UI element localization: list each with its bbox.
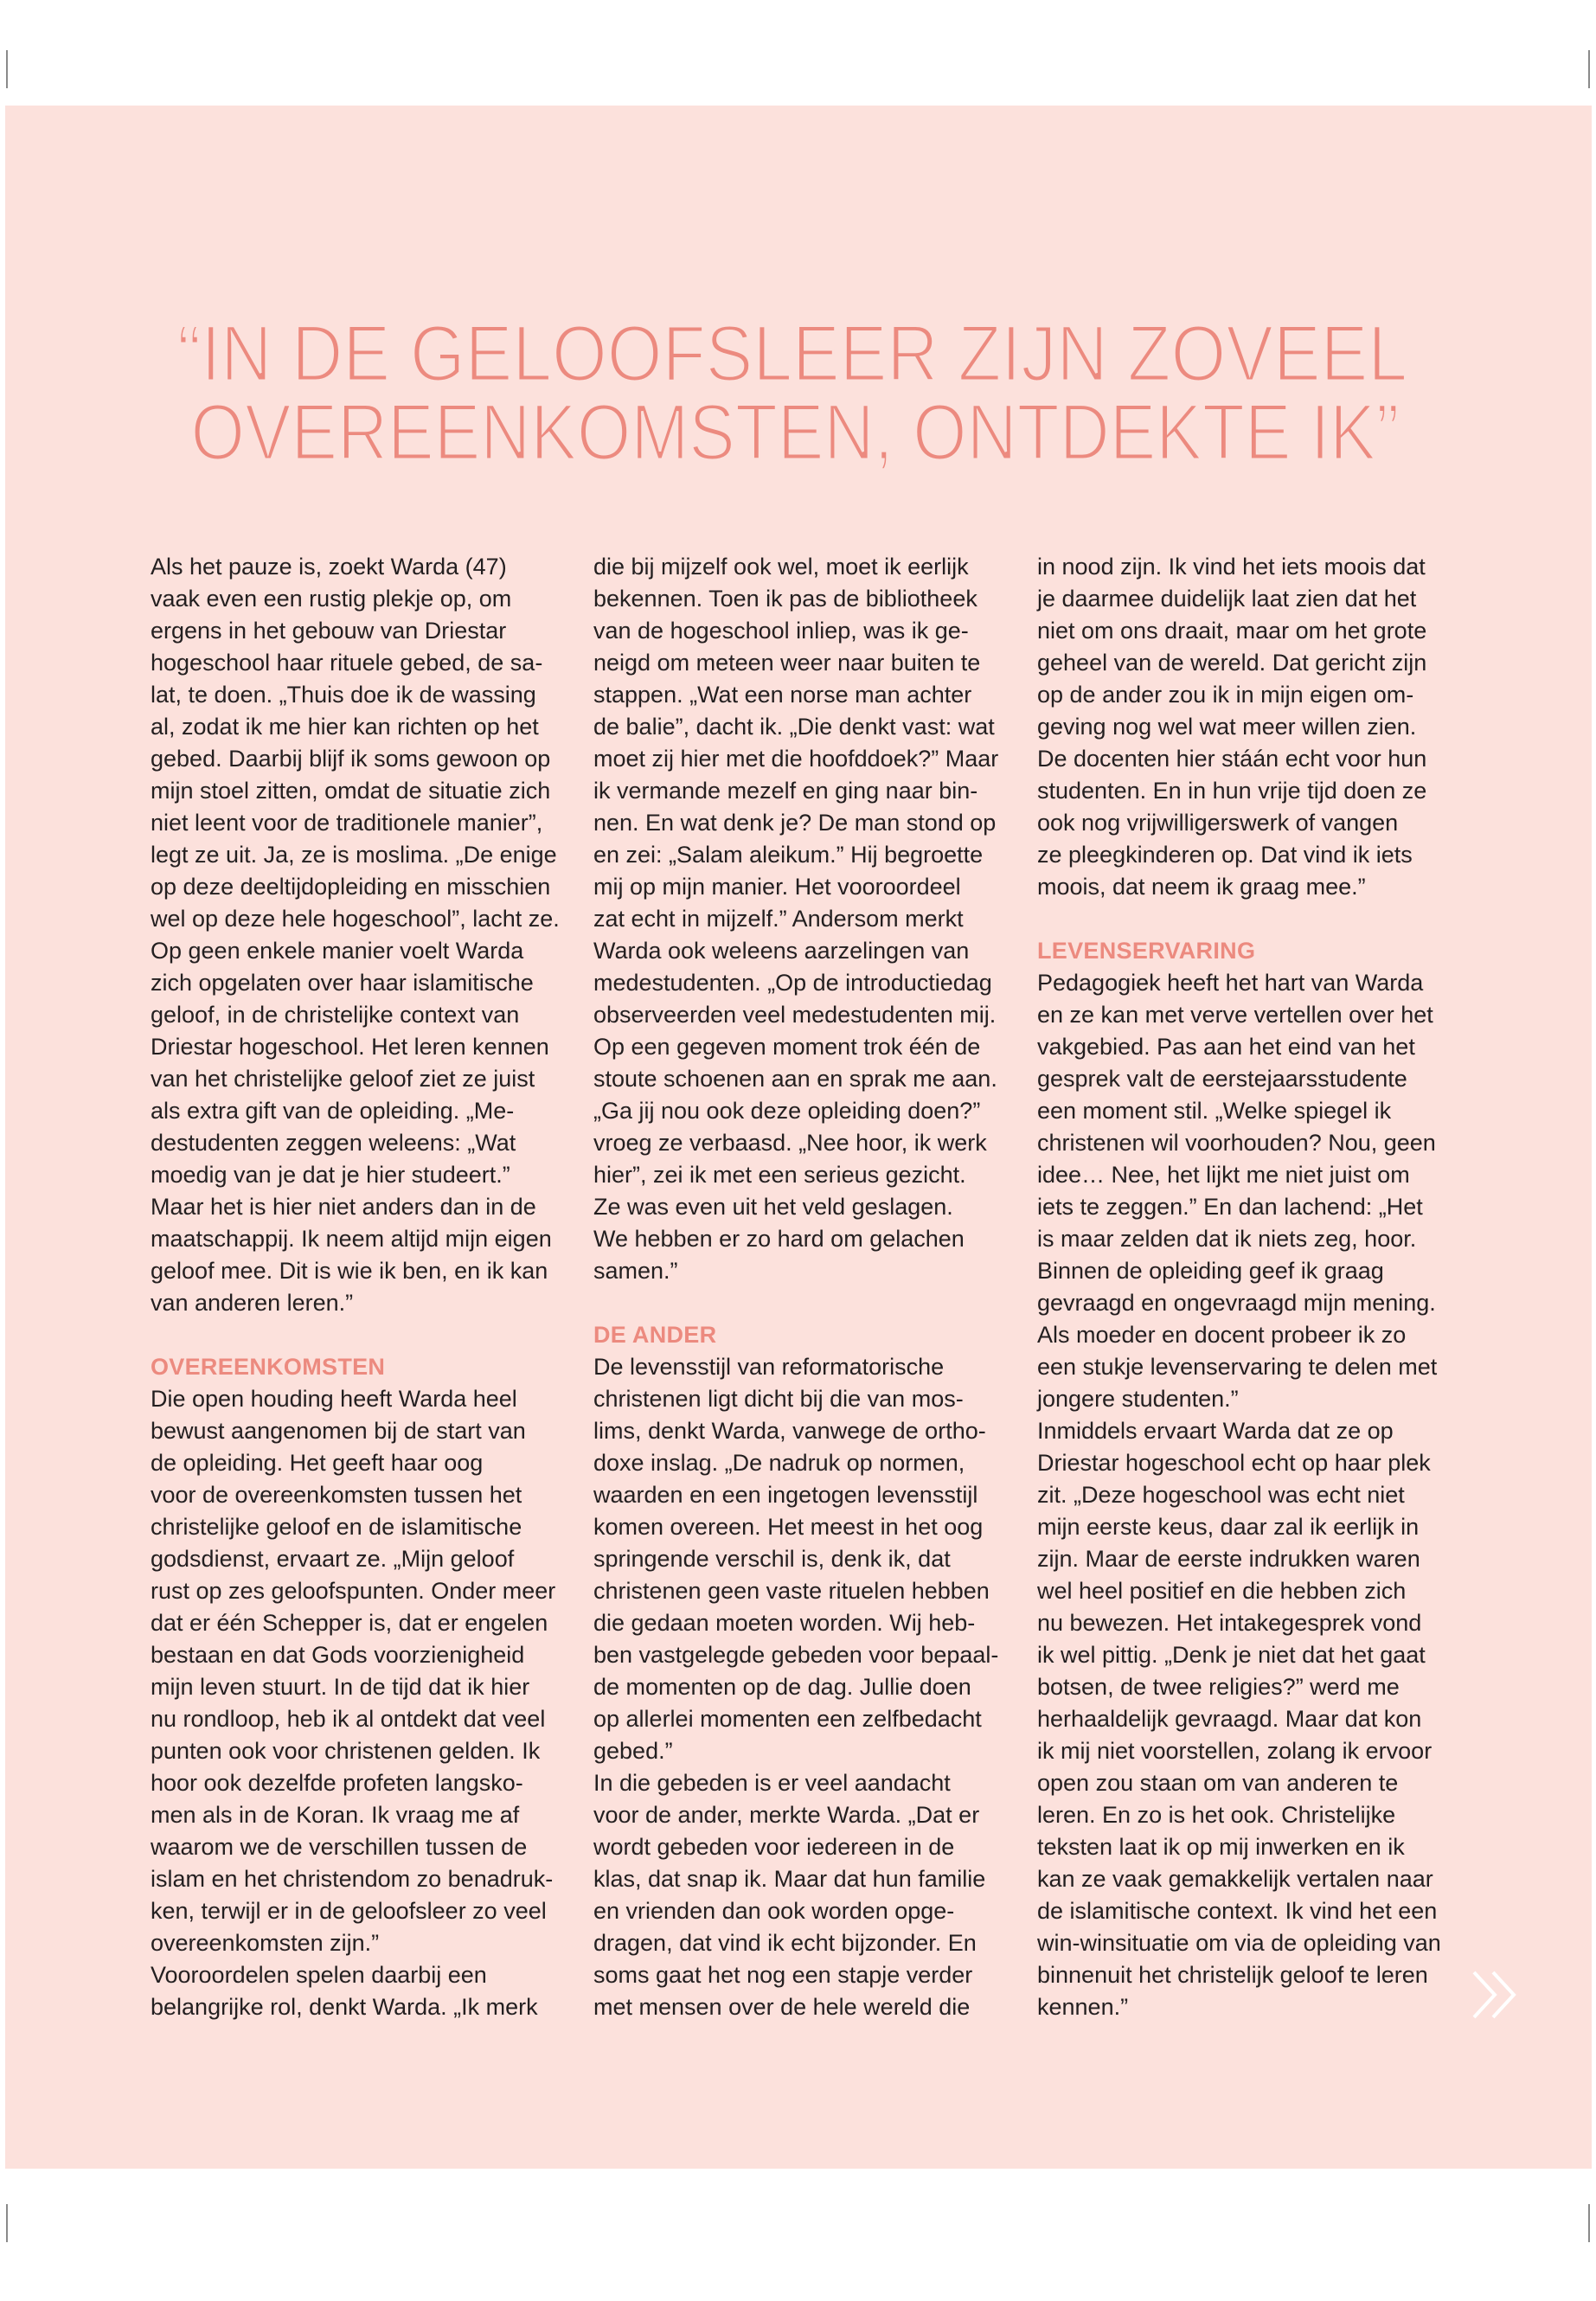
text-line: herhaaldelijk gevraagd. Maar dat kon (1037, 1706, 1422, 1732)
text-line: belangrijke rol, denkt Warda. „Ik merk (151, 1994, 538, 2020)
text-line: komen overeen. Het meest in het oog (593, 1514, 984, 1540)
text-line: de balie”, dacht ik. „Die denkt vast: wat (593, 714, 995, 740)
text-line: Vooroordelen spelen daarbij een (151, 1962, 487, 1988)
text-line: legt ze uit. Ja, ze is moslima. „De enige (151, 842, 557, 868)
text-line: kan ze vaak gemakkelijk vertalen naar (1037, 1866, 1433, 1892)
paragraph (151, 551, 574, 1319)
text-line: iets te zeggen.” En dan lachend: „Het (1037, 1194, 1423, 1220)
text-line: leren. En zo is het ook. Christelijke (1037, 1802, 1396, 1828)
text-line: de opleiding. Het geeft haar oog (151, 1450, 484, 1476)
headline-line-1: “IN DE GELOOFSLEER ZIJN ZOVEEL (177, 310, 1407, 398)
text-line: Pedagogiek heeft het hart van Warda (1037, 970, 1424, 996)
text-line: voor de ander, merkte Warda. „Dat er (593, 1802, 980, 1828)
text-line: lat, te doen. „Thuis doe ik de wassing (151, 682, 536, 708)
text-line: mijn leven stuurt. In de tijd dat ik hier (151, 1674, 530, 1700)
text-line: in nood zijn. Ik vind het iets moois dat (1037, 554, 1426, 580)
text-column (151, 551, 574, 2023)
paragraph (593, 551, 1017, 1287)
text-line: hier”, zei ik met een serieus gezicht. (593, 1162, 966, 1188)
text-line: op allerlei momenten een zelfbedacht (593, 1706, 982, 1732)
text-line: christelijke geloof en de islamitische (151, 1514, 522, 1540)
text-line: Driestar hogeschool echt op haar plek (1037, 1450, 1431, 1476)
text-line: mijn stoel zitten, omdat de situatie zich (151, 778, 551, 804)
text-line: gesprek valt de eerstejaarsstudente (1037, 1066, 1407, 1092)
text-line: punten ook voor christenen gelden. Ik (151, 1738, 541, 1764)
crop-mark-bottom-left (6, 2204, 8, 2242)
double-chevron-right-icon (1469, 1969, 1521, 2021)
text-line: nen. En wat denk je? De man stond op (593, 810, 997, 836)
text-line: stoute schoenen aan en sprak me aan. (593, 1066, 997, 1092)
crop-mark-top-left (6, 50, 8, 88)
text-line: gevraagd en ongevraagd mijn mening. (1037, 1290, 1436, 1316)
text-line: De levensstijl van reformatorische (593, 1354, 945, 1380)
text-line: geving nog wel wat meer willen zien. (1037, 714, 1417, 740)
text-line: wordt gebeden voor iedereen in de (593, 1834, 955, 1860)
text-line: bestaan en dat Gods voorzienigheid (151, 1642, 525, 1668)
headline-line-2: OVEREENKOMSTEN, ONTDEKTE IK” (190, 388, 1400, 477)
paragraph (151, 1959, 574, 2023)
text-line: destudenten zeggen weleens: „Wat (151, 1130, 516, 1156)
crop-mark-top-right (1588, 50, 1590, 88)
text-line: islam en het christendom zo benadruk- (151, 1866, 554, 1892)
text-line: We hebben er zo hard om gelachen (593, 1226, 965, 1252)
text-line: mij op mijn manier. Het vooroordeel (593, 874, 961, 900)
text-line: medestudenten. „Op de introductiedag (593, 970, 992, 996)
text-line: voor de overeenkomsten tussen het (151, 1482, 522, 1508)
text-line: een stukje levenservaring te delen met (1037, 1354, 1438, 1380)
text-line: en zei: „Salam aleikum.” Hij begroette (593, 842, 984, 868)
text-line: Driestar hogeschool. Het leren kennen (151, 1034, 549, 1060)
text-line: niet leent voor de traditionele manier”, (151, 810, 543, 836)
text-line: moedig van je dat je hier studeert.” (151, 1162, 510, 1188)
text-line: ik wel pittig. „Denk je niet dat het gaat (1037, 1642, 1426, 1668)
text-line: moois, dat neem ik graag mee.” (1037, 874, 1366, 900)
text-line: Maar het is hier niet anders dan in de (151, 1194, 536, 1220)
text-line: men als in de Koran. Ik vraag me af (151, 1802, 520, 1828)
text-line: doxe inslag. „De nadruk op normen, (593, 1450, 965, 1476)
paragraph (151, 1383, 574, 1959)
text-line: vroeg ze verbaasd. „Nee hoor, ik werk (593, 1130, 987, 1156)
text-line: ben vastgelegde gebeden voor bepaal- (593, 1642, 999, 1668)
text-line: teksten laat ik op mij inwerken en ik (1037, 1834, 1405, 1860)
text-line: zijn. Maar de eerste indrukken waren (1037, 1546, 1420, 1572)
text-line: zat echt in mijzelf.” Andersom merkt (593, 906, 964, 932)
text-line: studenten. En in hun vrije tijd doen ze (1037, 778, 1427, 804)
text-line: win-winsituatie om via de opleiding van (1037, 1930, 1441, 1956)
text-line: mijn eerste keus, daar zal ik eerlijk in (1037, 1514, 1420, 1540)
text-line: de islamitische context. Ik vind het een (1037, 1898, 1438, 1924)
text-line: Als het pauze is, zoekt Warda (47) (151, 554, 507, 580)
text-line: In die gebeden is er veel aandacht (593, 1770, 951, 1796)
text-line: De docenten hier stáán echt voor hun (1037, 746, 1427, 772)
text-line: bewust aangenomen bij de start van (151, 1418, 526, 1444)
text-line: die bij mijzelf ook wel, moet ik eerlijk (593, 554, 969, 580)
text-line: botsen, de twee religies?” werd me (1037, 1674, 1400, 1700)
paragraph (1037, 551, 1461, 903)
text-line: Binnen de opleiding geef ik graag (1037, 1258, 1384, 1284)
section-heading: DE ANDER (593, 1322, 717, 1348)
text-line: overeenkomsten zijn.” (151, 1930, 380, 1956)
text-line: niet om ons draait, maar om het grote (1037, 618, 1427, 644)
text-line: open zou staan om van anderen te (1037, 1770, 1399, 1796)
text-line: ze pleegkinderen op. Dat vind ik iets (1037, 842, 1413, 868)
text-line: Ze was even uit het veld geslagen. (593, 1194, 953, 1220)
text-line: lims, denkt Warda, vanwege de ortho- (593, 1418, 986, 1444)
text-line: op de ander zou ik in mijn eigen om- (1037, 682, 1414, 708)
text-line: vakgebied. Pas aan het eind van het (1037, 1034, 1415, 1060)
text-line: klas, dat snap ik. Maar dat hun familie (593, 1866, 986, 1892)
text-line: ik mij niet voorstellen, zolang ik ervoor (1037, 1738, 1433, 1764)
text-line: Op een gegeven moment trok één de (593, 1034, 981, 1060)
text-line: Warda ook weleens aarzelingen van (593, 938, 970, 964)
text-line: als extra gift van de opleiding. „Me- (151, 1098, 515, 1124)
text-line: soms gaat het nog een stapje verder (593, 1962, 973, 1988)
text-line: nu bewezen. Het intakegesprek vond (1037, 1610, 1422, 1636)
text-line: Inmiddels ervaart Warda dat ze op (1037, 1418, 1394, 1444)
text-line: de momenten op de dag. Jullie doen (593, 1674, 971, 1700)
text-line: je daarmee duidelijk laat zien dat het (1037, 586, 1417, 612)
text-column (593, 551, 1017, 2023)
text-line: jongere studenten.” (1037, 1386, 1239, 1412)
text-line: christenen ligt dicht bij die van mos- (593, 1386, 964, 1412)
text-line: waarden en een ingetogen levensstijl (593, 1482, 978, 1508)
text-line: en ze kan met verve vertellen over het (1037, 1002, 1433, 1028)
text-line: geloof mee. Dit is wie ik ben, en ik kan (151, 1258, 548, 1284)
text-line: Op geen enkele manier voelt Warda (151, 938, 524, 964)
text-column (1037, 551, 1461, 2023)
text-line: „Ga jij nou ook deze opleiding doen?” (593, 1098, 981, 1124)
text-line: bekennen. Toen ik pas de bibliotheek (593, 586, 977, 612)
paragraph (1037, 967, 1461, 1415)
text-line: godsdienst, ervaart ze. „Mijn geloof (151, 1546, 515, 1572)
text-line: geheel van de wereld. Dat gericht zijn (1037, 650, 1427, 676)
text-line: nu rondloop, heb ik al ontdekt dat veel (151, 1706, 546, 1732)
paragraph (593, 1767, 1017, 2023)
headline (0, 294, 1596, 493)
text-line: van de hogeschool inliep, was ik ge- (593, 618, 969, 644)
text-line: idee… Nee, het lijkt me niet juist om (1037, 1162, 1410, 1188)
text-line: Als moeder en docent probeer ik zo (1037, 1322, 1407, 1348)
text-line: ook nog vrijwilligerswerk of vangen (1037, 810, 1399, 836)
text-line: wel op deze hele hogeschool”, lacht ze. (151, 906, 560, 932)
crop-mark-bottom-right (1588, 2204, 1590, 2242)
text-line: kennen.” (1037, 1994, 1129, 2020)
text-line: zit. „Deze hogeschool was echt niet (1037, 1482, 1405, 1508)
section-heading: LEVENSERVARING (1037, 938, 1256, 964)
text-line: een moment stil. „Welke spiegel ik (1037, 1098, 1392, 1124)
text-line: wel heel positief en die hebben zich (1037, 1578, 1407, 1604)
text-line: christenen wil voorhouden? Nou, geen (1037, 1130, 1436, 1156)
text-line: hogeschool haar rituele gebed, de sa- (151, 650, 543, 676)
section-heading: OVEREENKOMSTEN (151, 1354, 386, 1380)
text-line: dat er één Schepper is, dat er engelen (151, 1610, 548, 1636)
text-line: rust op zes geloofspunten. Onder meer (151, 1578, 556, 1604)
text-line: christenen geen vaste rituelen hebben (593, 1578, 990, 1604)
text-line: met mensen over de hele wereld die (593, 1994, 971, 2020)
text-line: maatschappij. Ik neem altijd mijn eigen (151, 1226, 552, 1252)
text-line: van anderen leren.” (151, 1290, 354, 1316)
text-line: stappen. „Wat een norse man achter (593, 682, 972, 708)
text-line: samen.” (593, 1258, 678, 1284)
text-line: al, zodat ik me hier kan richten op het (151, 714, 539, 740)
paragraph (1037, 1415, 1461, 2023)
text-line: moet zij hier met die hoofddoek?” Maar (593, 746, 999, 772)
text-line: van het christelijke geloof ziet ze juist (151, 1066, 535, 1092)
text-line: geloof, in de christelijke context van (151, 1002, 520, 1028)
text-line: die gedaan moeten worden. Wij heb- (593, 1610, 976, 1636)
text-line: Die open houding heeft Warda heel (151, 1386, 517, 1412)
text-line: vaak even een rustig plekje op, om (151, 586, 512, 612)
text-line: waarom we de verschillen tussen de (151, 1834, 528, 1860)
text-line: ken, terwijl er in de geloofsleer zo veel (151, 1898, 547, 1924)
text-line: op deze deeltijdopleiding en misschien (151, 874, 551, 900)
text-line: zich opgelaten over haar islamitische (151, 970, 534, 996)
text-line: ik vermande mezelf en ging naar bin- (593, 778, 978, 804)
paragraph (593, 1351, 1017, 1767)
text-line: observeerden veel medestudenten mij. (593, 1002, 997, 1028)
text-line: gebed.” (593, 1738, 673, 1764)
text-line: springende verschil is, denk ik, dat (593, 1546, 951, 1572)
text-line: en vrienden dan ook worden opge- (593, 1898, 955, 1924)
text-line: hoor ook dezelfde profeten langsko- (151, 1770, 523, 1796)
text-line: ergens in het gebouw van Driestar (151, 618, 507, 644)
text-line: binnenuit het christelijk geloof te leren (1037, 1962, 1428, 1988)
text-line: gebed. Daarbij blijf ik soms gewoon op (151, 746, 551, 772)
text-line: is maar zelden dat ik niets zeg, hoor. (1037, 1226, 1417, 1252)
text-line: dragen, dat vind ik echt bijzonder. En (593, 1930, 977, 1956)
text-line: neigd om meteen weer naar buiten te (593, 650, 981, 676)
